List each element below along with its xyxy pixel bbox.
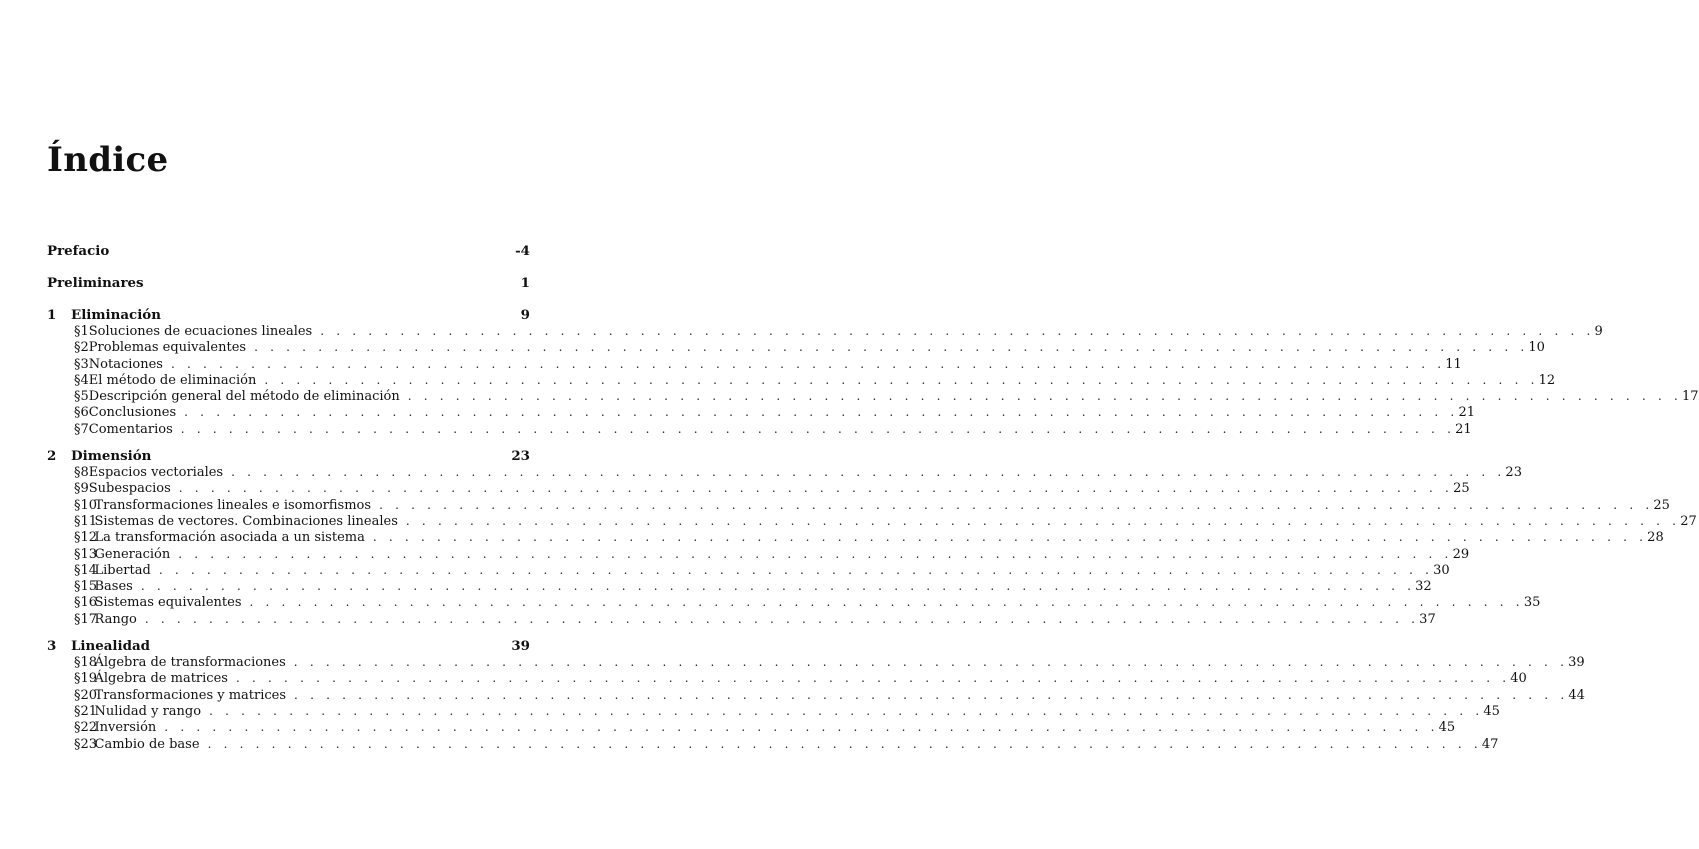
- section-page: 35: [1523, 595, 1541, 611]
- section-page: 23: [1505, 465, 1522, 481]
- section-title: Soluciones de ecuaciones lineales: [88, 324, 313, 339]
- section-title: Conclusiones: [88, 405, 177, 421]
- section-entry[interactable]: [47, 389, 1699, 405]
- dot-leader: . . . . . . . . . . . . . . . . . . . . . . . . . . . . . . . . . . . . . . . . . . . . . . . . . . . . . . . . . . . . . . . . . . . . . . . . . . . . . . . .: [164, 720, 1439, 735]
- section-title: Sistemas equivalentes: [94, 595, 242, 611]
- dot-leader: . . . . . . . . . . . . . . . . . . . . . . . . . . . . . . . . . . . . . . . . . . . . . . . . . . . . . . . . . . . . . . . . . . . . . . . . . . . . . . . .: [184, 405, 1459, 420]
- section-sign-icon: §: [74, 513, 81, 529]
- dot-leader: . . . . . . . . . . . . . . . . . . . . . . . . . . . . . . . . . . . . . . . . . . . . . . . . . . . . . . . . . . . . . . . . . . . . . . . . . . . . . . . .: [407, 389, 1683, 404]
- section-title: Sistemas de vectores. Combinaciones lineales: [94, 513, 398, 529]
- section-title: Álgebra de matrices: [94, 671, 228, 687]
- section-number: 15: [80, 579, 98, 595]
- section-page: 27: [1680, 513, 1697, 529]
- section-number: 14: [80, 562, 98, 578]
- dot-leader: . . . . . . . . . . . . . . . . . . . . . . . . . . . . . . . . . . . . . . . . . . . . . . . . . . . . . . . . . . . . . . . . . . . . . . . . . . . . . . . .: [294, 687, 1569, 702]
- section-entry[interactable]: [47, 562, 1450, 579]
- section-title: Bases: [94, 579, 133, 595]
- section-number: 1: [80, 324, 89, 339]
- section-number: 5: [80, 389, 89, 405]
- section-page: 28: [1647, 530, 1664, 546]
- section-number: 20: [80, 687, 98, 703]
- section-page: 25: [1653, 497, 1670, 513]
- dot-leader: . . . . . . . . . . . . . . . . . . . . . . . . . . . . . . . . . . . . . . . . . . . . . . . . . . . . . . . . . . . . . . . . . . . . . . . . . . . . . . . .: [372, 530, 1648, 545]
- section-number: 10: [80, 497, 98, 513]
- dot-leader: . . . . . . . . . . . . . . . . . . . . . . . . . . . . . . . . . . . . . . . . . . . . . . . . . . . . . . . . . . . . . . . . . . . . . . . . . . . . . . . .: [235, 671, 1511, 686]
- section-sign-icon: §: [74, 481, 81, 497]
- dot-leader: . . . . . . . . . . . . . . . . . . . . . . . . . . . . . . . . . . . . . . . . . . . . . . . . . . . . . . . . . . . . . . . . . . . . . . . . . . . . . . . .: [178, 546, 1453, 561]
- section-title: Notaciones: [88, 356, 163, 372]
- section-number: 18: [80, 655, 98, 671]
- section-entry[interactable]: [47, 720, 1456, 736]
- dot-leader: . . . . . . . . . . . . . . . . . . . . . . . . . . . . . . . . . . . . . . . . . . . . . . . . . . . . . . . . . . . . . . . . . . . . . . . . . . . . . . . .: [207, 736, 1482, 751]
- section-title: Álgebra de transformaciones: [94, 655, 286, 671]
- toc-entry-label: Prefacio: [47, 243, 110, 259]
- dot-leader: . . . . . . . . . . . . . . . . . . . . . . . . . . . . . . . . . . . . . . . . . . . . . . . . . . . . . . . . . . . . . . . . . . . . . . . . . . . . . . . .: [231, 465, 1506, 480]
- section-title: Comentarios: [88, 421, 173, 437]
- section-sign-icon: §: [74, 324, 81, 339]
- chapter-block: [47, 638, 1585, 753]
- dot-leader: . . . . . . . . . . . . . . . . . . . . . . . . . . . . . . . . . . . . . . . . . . . . . . . . . . . . . . . . . . . . . . . . . . . . . . . . . . . . . . . .: [178, 481, 1454, 496]
- section-sign-icon: §: [74, 546, 81, 562]
- section-sign-icon: §: [74, 671, 81, 687]
- toc-entry-label: Preliminares: [47, 275, 144, 291]
- section-sign-icon: §: [74, 356, 81, 372]
- section-page: 47: [1481, 736, 1499, 752]
- chapter-title: Eliminación: [71, 307, 161, 323]
- section-title: Generación: [94, 546, 171, 562]
- section-number: 7: [80, 421, 89, 437]
- dot-leader: . . . . . . . . . . . . . . . . . . . . . . . . . . . . . . . . . . . . . . . . . . . . . . . . . . . . . . . . . . . . . . . . . . . . . . . . . . . . . . . .: [249, 595, 1524, 610]
- section-title: Transformaciones lineales e isomorfismos: [94, 497, 372, 513]
- section-page: 25: [1453, 481, 1470, 497]
- dot-leader: . . . . . . . . . . . . . . . . . . . . . . . . . . . . . . . . . . . . . . . . . . . . . . . . . . . . . . . . . . . . . . . . . . . . . . . . . . . . . . . .: [320, 324, 1595, 338]
- section-title: Subespacios: [88, 481, 171, 497]
- section-sign-icon: §: [74, 405, 81, 421]
- section-title: Descripción general del método de eliminación: [88, 389, 400, 405]
- section-title: La transformación asociada a un sistema: [94, 530, 365, 546]
- section-entry[interactable]: [47, 421, 1472, 438]
- toc-entry-page: 1: [520, 275, 530, 291]
- section-sign-icon: §: [74, 465, 81, 481]
- section-title: Rango: [94, 611, 137, 627]
- chapter-block: [47, 307, 1699, 438]
- section-title: Transformaciones y matrices: [94, 687, 287, 703]
- chapter-list: [47, 307, 1699, 753]
- section-number: 4: [80, 372, 89, 388]
- section-entry[interactable]: [47, 579, 1432, 595]
- section-title: Libertad: [94, 562, 151, 578]
- section-number: 11: [80, 513, 98, 529]
- chapter-page: 39: [511, 638, 530, 655]
- section-sign-icon: §: [74, 736, 81, 752]
- section-entry[interactable]: [47, 655, 1585, 671]
- section-sign-icon: §: [74, 530, 81, 546]
- section-entry[interactable]: [47, 405, 1475, 421]
- section-sign-icon: §: [74, 720, 81, 736]
- section-page: 45: [1483, 703, 1500, 719]
- section-page: 17: [1682, 389, 1699, 405]
- section-number: 17: [80, 611, 98, 627]
- section-sign-icon: §: [74, 340, 81, 356]
- section-page: 30: [1433, 562, 1450, 578]
- dot-leader: . . . . . . . . . . . . . . . . . . . . . . . . . . . . . . . . . . . . . . . . . . . . . . . . . . . . . . . . . . . . . . . . . . . . . . . . . . . . . . . .: [405, 513, 1681, 528]
- chapter-heading[interactable]: [47, 307, 530, 324]
- chapter-page: 23: [511, 448, 530, 465]
- section-sign-icon: §: [74, 562, 81, 578]
- section-entry[interactable]: [47, 513, 1697, 530]
- section-entry[interactable]: [47, 736, 1499, 753]
- dot-leader: . . . . . . . . . . . . . . . . . . . . . . . . . . . . . . . . . . . . . . . . . . . . . . . . . . . . . . . . . . . . . . . . . . . . . . . . . . . . . . . .: [264, 372, 1539, 387]
- section-sign-icon: §: [74, 655, 81, 671]
- section-page: 32: [1415, 579, 1432, 595]
- chapter-title: Linealidad: [71, 638, 151, 655]
- section-entry[interactable]: [47, 340, 1545, 356]
- section-entry[interactable]: [47, 465, 1522, 481]
- page-title: Índice: [47, 140, 169, 180]
- section-sign-icon: §: [74, 389, 81, 405]
- section-title: Cambio de base: [94, 736, 200, 752]
- toc-entry-preliminares[interactable]: [47, 275, 530, 293]
- dot-leader: . . . . . . . . . . . . . . . . . . . . . . . . . . . . . . . . . . . . . . . . . . . . . . . . . . . . . . . . . . . . . . . . . . . . . . . . . . . . . . . .: [254, 340, 1529, 355]
- section-entry[interactable]: [47, 687, 1585, 704]
- section-entry[interactable]: [47, 671, 1527, 687]
- section-number: 16: [80, 595, 98, 611]
- section-title: Inversión: [94, 720, 157, 736]
- section-page: 37: [1419, 611, 1436, 627]
- section-sign-icon: §: [74, 579, 81, 595]
- section-number: 23: [80, 736, 98, 752]
- section-entry[interactable]: [47, 372, 1556, 389]
- section-entry[interactable]: [47, 595, 1541, 611]
- section-entry[interactable]: [47, 356, 1462, 373]
- dot-leader: . . . . . . . . . . . . . . . . . . . . . . . . . . . . . . . . . . . . . . . . . . . . . . . . . . . . . . . . . . . . . . . . . . . . . . . . . . . . . . . .: [293, 655, 1569, 670]
- section-sign-icon: §: [74, 372, 81, 388]
- section-number: 6: [80, 405, 89, 421]
- section-number: 21: [80, 703, 98, 719]
- chapter-heading[interactable]: [47, 638, 530, 655]
- dot-leader: . . . . . . . . . . . . . . . . . . . . . . . . . . . . . . . . . . . . . . . . . . . . . . . . . . . . . . . . . . . . . . . . . . . . . . . . . . . . . . . .: [379, 497, 1654, 512]
- dot-leader: . . . . . . . . . . . . . . . . . . . . . . . . . . . . . . . . . . . . . . . . . . . . . . . . . . . . . . . . . . . . . . . . . . . . . . . . . . . . . . . .: [170, 356, 1446, 371]
- section-number: 8: [80, 465, 89, 481]
- section-title: Nulidad y rango: [94, 703, 202, 719]
- dot-leader: . . . . . . . . . . . . . . . . . . . . . . . . . . . . . . . . . . . . . . . . . . . . . . . . . . . . . . . . . . . . . . . . . . . . . . . . . . . . . . . .: [180, 421, 1456, 436]
- section-sign-icon: §: [74, 421, 81, 437]
- section-number: 12: [80, 530, 98, 546]
- section-sign-icon: §: [74, 687, 81, 703]
- chapter-number: 1: [47, 307, 57, 323]
- section-page: 45: [1438, 720, 1456, 736]
- section-entry[interactable]: [47, 497, 1670, 514]
- section-page: 11: [1445, 356, 1462, 372]
- section-page: 10: [1528, 340, 1545, 356]
- toc-entry-page: -4: [515, 243, 530, 259]
- section-sign-icon: §: [74, 703, 81, 719]
- section-entry[interactable]: [47, 481, 1470, 497]
- section-entry[interactable]: [47, 324, 1603, 340]
- section-page: 12: [1538, 372, 1556, 388]
- section-page: 9: [1594, 324, 1603, 339]
- section-title: Problemas equivalentes: [88, 340, 247, 356]
- section-sign-icon: §: [74, 595, 81, 611]
- section-title: Espacios vectoriales: [88, 465, 224, 481]
- section-page: 44: [1568, 687, 1585, 703]
- toc-entry-prefacio[interactable]: [47, 243, 530, 261]
- chapter-number: 2: [47, 448, 57, 465]
- section-entry[interactable]: [47, 611, 1436, 628]
- section-sign-icon: §: [74, 497, 81, 513]
- chapter-number: 3: [47, 638, 57, 655]
- section-number: 22: [80, 720, 98, 736]
- dot-leader: . . . . . . . . . . . . . . . . . . . . . . . . . . . . . . . . . . . . . . . . . . . . . . . . . . . . . . . . . . . . . . . . . . . . . . . . . . . . . . . .: [140, 579, 1416, 594]
- section-number: 19: [80, 671, 98, 687]
- dot-leader: . . . . . . . . . . . . . . . . . . . . . . . . . . . . . . . . . . . . . . . . . . . . . . . . . . . . . . . . . . . . . . . . . . . . . . . . . . . . . . . .: [209, 703, 1484, 718]
- section-entry[interactable]: [47, 703, 1500, 720]
- section-entry[interactable]: [47, 530, 1664, 546]
- section-page: 29: [1452, 546, 1470, 562]
- chapter-page: 9: [520, 307, 530, 323]
- section-number: 2: [80, 340, 89, 356]
- dot-leader: . . . . . . . . . . . . . . . . . . . . . . . . . . . . . . . . . . . . . . . . . . . . . . . . . . . . . . . . . . . . . . . . . . . . . . . . . . . . . . . .: [158, 562, 1434, 577]
- section-entry[interactable]: [47, 546, 1470, 563]
- chapter-block: [47, 448, 1697, 628]
- section-page: 39: [1568, 655, 1585, 671]
- dot-leader: . . . . . . . . . . . . . . . . . . . . . . . . . . . . . . . . . . . . . . . . . . . . . . . . . . . . . . . . . . . . . . . . . . . . . . . . . . . . . . . .: [144, 611, 1420, 626]
- section-number: 9: [80, 481, 89, 497]
- section-sign-icon: §: [74, 611, 81, 627]
- chapter-heading[interactable]: [47, 448, 530, 465]
- section-page: 21: [1458, 405, 1475, 421]
- table-of-contents: [47, 243, 1699, 763]
- section-page: 40: [1510, 671, 1527, 687]
- section-number: 3: [80, 356, 89, 372]
- section-number: 13: [80, 546, 98, 562]
- section-title: El método de eliminación: [88, 372, 257, 388]
- section-page: 21: [1455, 421, 1472, 437]
- chapter-title: Dimensión: [71, 448, 152, 465]
